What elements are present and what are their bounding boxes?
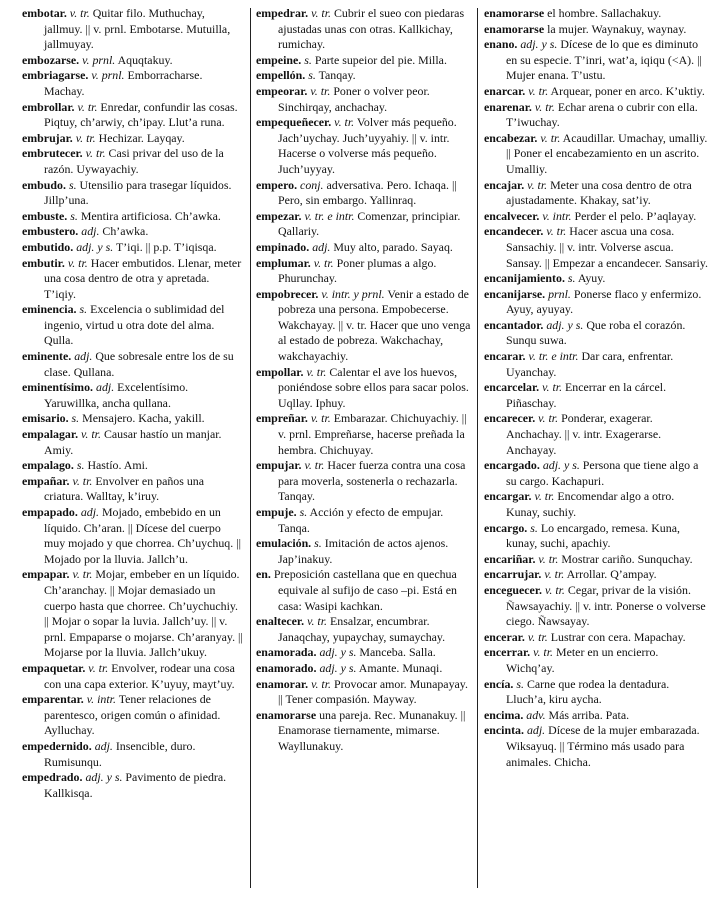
- entry-definition: Mostrar cariño. Sunquchay.: [561, 551, 693, 566]
- column-divider: [477, 8, 478, 888]
- entry-grammar: v. tr.: [311, 676, 331, 691]
- entry-grammar: s.: [530, 520, 538, 535]
- entry-grammar: adj. y s.: [85, 770, 123, 785]
- entry-grammar: v. tr.: [72, 473, 93, 488]
- dictionary-entry: [22, 692, 244, 739]
- dictionary-entry: [22, 256, 244, 303]
- entry-grammar: v. tr.: [77, 99, 98, 114]
- entry-grammar: v. tr.: [534, 489, 555, 504]
- entry-grammar: v. tr.: [534, 99, 555, 114]
- entry-headword: empalago.: [22, 458, 74, 473]
- entry-headword: empaquetar.: [22, 660, 86, 675]
- dictionary-entry: [256, 53, 472, 69]
- entry-headword: embrujar.: [22, 130, 73, 145]
- entry-grammar: v. tr. e intr.: [304, 208, 355, 223]
- entry-headword: enamorarse: [256, 707, 317, 722]
- entry-headword: embrollar.: [22, 99, 75, 114]
- dictionary-entry: [256, 614, 472, 645]
- entry-definition: Acción y efecto de empujar. Tanqa.: [278, 505, 444, 535]
- entry-grammar: adj.: [526, 723, 546, 738]
- dictionary-entry: [256, 115, 472, 177]
- entry-definition: Hacer fuerza contra una cosa para moverla, sostenerla o rechazarla. Tanqay.: [278, 458, 466, 504]
- entry-headword: encerar.: [484, 629, 525, 644]
- column-1: [22, 6, 244, 801]
- entry-definition: Perder el pelo. P’aqlayay.: [574, 208, 697, 223]
- entry-definition: Enredar, confundir las cosas. Piqtuy, ch’arwiy, ch’ipay. Llut’a runa.: [44, 99, 238, 130]
- entry-definition: Acaudillar. Umachay, umalliy. || Poner el encabezamiento en un ascrito. Umalliy.: [506, 130, 708, 176]
- entry-definition: Encomendar algo a otro. Kunay, suchiy.: [506, 489, 675, 519]
- entry-definition: Hacer ascua una cosa. Sansachiy. || v. intr. Volverse ascua. Sansay. || Empezar a encandecer. Sansariy.: [506, 224, 708, 270]
- entry-definition: Volver más pequeño. Jach’uychay. Juch’uyyahiy. || v. intr. Hacerse o volverse más pequeño. Juch’uyyay.: [278, 115, 457, 176]
- entry-headword: encargar.: [484, 489, 532, 504]
- entry-definition: Preposición castellana que en quechua equivale al sufijo de caso –pi. Está en casa: Wasipi kachkan.: [273, 567, 457, 613]
- entry-headword: encalvecer.: [484, 208, 540, 223]
- entry-headword: en.: [256, 567, 271, 582]
- entry-headword: embutir.: [22, 255, 65, 270]
- dictionary-entry: [256, 645, 472, 661]
- entry-definition: Dícese de lo que es diminuto en su especie. T’inri, wat’a, iqiqu (<A). || Mujer enana. T’ustu.: [506, 37, 702, 83]
- entry-definition: Mensajero. Kacha, yakill.: [82, 411, 205, 426]
- dictionary-entry: [22, 770, 244, 801]
- entry-grammar: v. intr. y prnl.: [321, 286, 385, 301]
- dictionary-entry: [256, 256, 472, 287]
- dictionary-entry: [484, 583, 709, 630]
- entry-definition: Emborracharse. Machay.: [44, 68, 203, 98]
- entry-definition: Cegar, privar de la visión. Ñawsayachiy. || v. intr. Ponerse o volverse ciego. Ñawsayay.: [506, 582, 706, 629]
- entry-grammar: v. tr.: [544, 582, 565, 597]
- entry-grammar: v. tr.: [527, 629, 548, 644]
- entry-headword: enarenar.: [484, 99, 532, 114]
- entry-definition: Que sobresale entre los de su clase. Qullana.: [44, 349, 234, 379]
- dictionary-entry: [256, 411, 472, 458]
- entry-headword: encerrar.: [484, 645, 531, 660]
- entry-definition: T’iqi. || p.p. T’iqisqa.: [115, 239, 217, 254]
- dictionary-entry: [22, 458, 244, 474]
- entry-headword: encinta.: [484, 723, 524, 738]
- entry-grammar: adj.: [96, 380, 115, 395]
- entry-headword: encantador.: [484, 317, 544, 332]
- dictionary-entry: [256, 458, 472, 505]
- entry-grammar: v. tr.: [538, 411, 559, 426]
- entry-headword: empequeñecer.: [256, 115, 332, 130]
- entry-definition: Tanqay.: [318, 68, 356, 83]
- entry-grammar: s.: [76, 458, 85, 473]
- entry-headword: eminentísimo.: [22, 380, 94, 395]
- dictionary-entry: [484, 723, 709, 770]
- entry-definition: Manceba. Salla.: [359, 645, 436, 660]
- entry-headword: empalagar.: [22, 427, 79, 442]
- entry-headword: encariñar.: [484, 551, 536, 566]
- entry-headword: enamorada.: [256, 645, 317, 660]
- entry-grammar: s.: [516, 676, 524, 691]
- entry-definition: Utensilio para trasegar líquidos. Jillp’una.: [44, 177, 232, 208]
- entry-grammar: s.: [567, 271, 576, 286]
- entry-headword: empañar.: [22, 473, 70, 488]
- entry-definition: Encerrar en la cárcel. Piñaschay.: [506, 380, 667, 410]
- column-3: [484, 6, 709, 770]
- entry-definition: Envolver, rodear una cosa con una capa exterior. K’uyuy, mayt’uy.: [44, 660, 235, 691]
- entry-grammar: v. tr.: [67, 255, 88, 270]
- entry-headword: encarrujar.: [484, 567, 542, 582]
- entry-headword: empeorar.: [256, 83, 308, 98]
- entry-definition: Envolver en paños una criatura. Walltay, k’iruy.: [44, 473, 205, 504]
- entry-definition: Hechizar. Layqay.: [98, 130, 185, 145]
- dictionary-entry: [484, 567, 709, 583]
- entry-headword: encía.: [484, 676, 514, 691]
- entry-headword: empobrecer.: [256, 286, 319, 301]
- entry-headword: empinado.: [256, 239, 310, 254]
- dictionary-entry: [484, 677, 709, 708]
- entry-headword: empezar.: [256, 208, 302, 223]
- dictionary-entry: [256, 178, 472, 209]
- entry-definition: Dar cara, enfrentar. Uyanchay.: [506, 349, 674, 379]
- entry-headword: embuste.: [22, 208, 68, 223]
- entry-definition: Ponerse flaco y enfermizo. Ayuy, ayuyay.: [506, 286, 702, 317]
- entry-definition: Persona que tiene algo a su cargo. Kachapuri.: [506, 458, 699, 488]
- entry-headword: empedernido.: [22, 738, 92, 753]
- entry-grammar: s.: [68, 177, 77, 192]
- dictionary-entry: [22, 349, 244, 380]
- dictionary-entry: [256, 365, 472, 412]
- dictionary-entry: [484, 271, 709, 287]
- entry-definition: Hastío. Ami.: [87, 458, 148, 473]
- entry-definition: Excelencia o sublimidad del ingenio, virtud u otra dote del alma. Qulla.: [44, 302, 225, 348]
- entry-headword: encajar.: [484, 177, 525, 192]
- entry-definition: Mojar, embeber en un líquido. Ch’aranchay. || Mojar demasiado un cuerpo hasta que chorree. Ch’uychuchiy. || Mojar o sopar la luvia. Jallch’uy. || v. prnl. Empaparse o mojarse. Ch’aranyay. || Mojarse por la lluvia. Jallch’ukuy.: [44, 567, 243, 660]
- dictionary-entry: [22, 411, 244, 427]
- dictionary-entry: [22, 302, 244, 349]
- entry-definition: adversativa. Pero. Ichaqa. || Pero, sin embargo. Yallinraq.: [278, 177, 457, 208]
- entry-definition: Imitación de actos ajenos. Jap’inakuy.: [278, 536, 449, 566]
- dictionary-entry: [484, 645, 709, 676]
- entry-definition: Ayuy.: [577, 271, 606, 286]
- dictionary-entry: [22, 146, 244, 177]
- entry-grammar: v. tr.: [69, 6, 90, 20]
- entry-definition: Venir a estado de pobreza una persona. Empobecerse. Wakchayay. || v. tr. Hacer que uno venga al estado de pobreza. Wakchachay, wakchayachiy.: [278, 286, 471, 364]
- dictionary-entry: [22, 131, 244, 147]
- entry-definition: Calentar el ave los huevos, poniéndose sobre ellos para sacar polos. Uqllay. Iphuy.: [278, 364, 469, 410]
- entry-headword: empedrado.: [22, 770, 83, 785]
- entry-grammar: adj. y s.: [76, 239, 114, 254]
- entry-grammar: adj. y s.: [542, 458, 580, 473]
- dictionary-entry: [256, 708, 472, 755]
- dictionary-entry: [484, 287, 709, 318]
- entry-definition: Muy alto, parado. Sayaq.: [333, 239, 453, 254]
- entry-definition: Ponderar, exagerar. Anchachay. || v. intr. Exagerarse. Anchayay.: [506, 411, 662, 457]
- entry-definition: Amante. Munaqi.: [358, 660, 443, 675]
- entry-grammar: adj.: [74, 349, 93, 364]
- dictionary-entry: [484, 380, 709, 411]
- entry-grammar: v. tr.: [304, 458, 325, 473]
- dictionary-entry: [484, 411, 709, 458]
- entry-definition: la mujer. Waynakuy, waynay.: [547, 21, 687, 36]
- entry-definition: Echar arena o cubrir con ella. T’iwuchay.: [506, 99, 698, 130]
- entry-grammar: v. prnl.: [82, 52, 116, 67]
- entry-grammar: v. tr.: [75, 130, 96, 145]
- entry-grammar: s.: [308, 68, 316, 83]
- entry-headword: enarcar.: [484, 83, 526, 98]
- dictionary-entry: [256, 68, 472, 84]
- dictionary-entry: [256, 84, 472, 115]
- entry-headword: emisario.: [22, 411, 69, 426]
- dictionary-entry: [22, 209, 244, 225]
- entry-definition: Poner o volver peor. Sinchirqay, anchachay.: [278, 83, 430, 114]
- entry-headword: empeine.: [256, 52, 302, 67]
- dictionary-entry: [22, 661, 244, 692]
- dictionary-entry: [484, 209, 709, 225]
- entry-definition: Más arriba. Pata.: [548, 707, 630, 722]
- dictionary-entry: [22, 6, 244, 53]
- entry-headword: enano.: [484, 37, 518, 52]
- entry-definition: Mojado, embebido en un líquido. Ch’aran. || Dícese del cuerpo muy mojado y que chorrea. Ch’uychuq. || Mojado por la lluvia. Jallch’u.: [44, 505, 241, 566]
- entry-headword: enceguecer.: [484, 582, 542, 597]
- entry-grammar: adv.: [526, 707, 546, 722]
- entry-grammar: v. tr.: [85, 146, 106, 161]
- entry-definition: Carne que rodea la dentadura. Lluch’a, kiru aycha.: [506, 676, 670, 707]
- entry-grammar: v. tr.: [546, 224, 567, 239]
- entry-grammar: adj.: [80, 505, 99, 519]
- entry-headword: empapar.: [22, 567, 70, 582]
- entry-grammar: v. tr.: [310, 411, 331, 426]
- dictionary-entry: [256, 661, 472, 677]
- dictionary-entry: [484, 224, 709, 271]
- entry-headword: encanijarse.: [484, 286, 546, 301]
- dictionary-entry: [22, 100, 244, 131]
- entry-grammar: v. tr.: [72, 567, 93, 582]
- entry-definition: Causar hastío un manjar. Amiy.: [44, 427, 222, 457]
- dictionary-entry: [256, 209, 472, 240]
- entry-grammar: conj.: [300, 177, 324, 192]
- entry-headword: empujar.: [256, 458, 302, 473]
- dictionary-entry: [484, 458, 709, 489]
- entry-headword: empedrar.: [256, 6, 309, 20]
- entry-headword: embudo.: [22, 177, 66, 192]
- entry-headword: encarecer.: [484, 411, 536, 426]
- entry-headword: embrutecer.: [22, 146, 83, 161]
- entry-headword: encima.: [484, 707, 524, 722]
- entry-definition: Embarazar. Chichuyachiy. || v. prnl. Empreñarse, hacerse preñada la hembra. Chichuyay.: [278, 411, 467, 457]
- dictionary-entry: [484, 318, 709, 349]
- entry-grammar: v. intr.: [86, 692, 116, 707]
- entry-headword: enaltecer.: [256, 614, 305, 629]
- dictionary-entry: [484, 22, 709, 38]
- dictionary-entry: [22, 224, 244, 240]
- column-2: [256, 6, 472, 755]
- dictionary-entry: [256, 677, 472, 708]
- entry-grammar: v. tr.: [88, 660, 109, 675]
- entry-definition: Arquear, poner en arco. K’uktiy.: [550, 83, 705, 98]
- dictionary-entry: [484, 84, 709, 100]
- entry-definition: Ch’awka.: [102, 224, 149, 239]
- entry-headword: empreñar.: [256, 411, 308, 426]
- entry-grammar: prnl.: [548, 286, 571, 301]
- entry-definition: Quitar filo. Muthuchay, jallmuy. || v. prnl. Embotarse. Mutuilla, jallmuyay.: [44, 6, 231, 52]
- dictionary-entry: [484, 6, 709, 22]
- dictionary-entry: [256, 505, 472, 536]
- entry-grammar: adj. y s.: [520, 37, 558, 52]
- entry-headword: encanijamiento.: [484, 271, 565, 286]
- entry-definition: Tener relaciones de parentesco, origen común o afinidad. Aylluchay.: [44, 692, 221, 738]
- entry-grammar: s.: [79, 302, 88, 317]
- entry-grammar: adj. y s.: [319, 645, 357, 660]
- entry-definition: Parte supeior del pie. Milla.: [314, 52, 447, 67]
- dictionary-entry: [256, 536, 472, 567]
- entry-grammar: v. tr. e intr.: [528, 349, 579, 364]
- entry-grammar: s.: [304, 52, 312, 67]
- entry-headword: embustero.: [22, 224, 79, 239]
- dictionary-entry: [22, 567, 244, 661]
- dictionary-entry: [484, 37, 709, 84]
- dictionary-entry: [484, 552, 709, 568]
- entry-grammar: v. tr.: [81, 427, 101, 442]
- entry-headword: empuje.: [256, 505, 297, 519]
- dictionary-entry: [256, 240, 472, 256]
- entry-headword: enamorado.: [256, 660, 317, 675]
- entry-headword: eminente.: [22, 349, 72, 364]
- entry-headword: encargo.: [484, 520, 528, 535]
- dictionary-entry: [484, 100, 709, 131]
- entry-grammar: v. tr.: [540, 130, 561, 145]
- entry-definition: Insencible, duro. Rumisunqu.: [44, 738, 196, 769]
- entry-grammar: v. tr.: [544, 567, 565, 582]
- entry-definition: Hacer embutidos. Llenar, meter una cosa dentro de otra y apretada. T’iqiy.: [44, 255, 242, 301]
- dictionary-entry: [484, 489, 709, 520]
- entry-grammar: v. tr.: [334, 115, 355, 130]
- entry-headword: encarcelar.: [484, 380, 540, 395]
- entry-definition: Aquqtakuy.: [117, 52, 173, 67]
- entry-grammar: v. prnl.: [91, 68, 125, 83]
- entry-headword: empero.: [256, 177, 298, 192]
- entry-grammar: s.: [299, 505, 308, 519]
- entry-grammar: v. tr.: [533, 645, 554, 660]
- entry-grammar: v. tr.: [310, 83, 331, 98]
- entry-grammar: v. intr.: [542, 208, 572, 223]
- entry-headword: encabezar.: [484, 130, 538, 145]
- entry-grammar: v. tr.: [542, 380, 563, 395]
- entry-definition: Dícese de la mujer embarazada. Wiksayuq. || Término más usado para animales. Chicha.: [506, 723, 700, 769]
- entry-headword: enamorarse: [484, 6, 545, 20]
- entry-definition: Casi privar del uso de la razón. Uywayachiy.: [44, 146, 224, 176]
- entry-grammar: adj. y s.: [546, 317, 584, 332]
- entry-grammar: v. tr.: [538, 551, 559, 566]
- entry-grammar: adj.: [94, 738, 113, 753]
- entry-grammar: v. tr.: [306, 364, 327, 379]
- dictionary-entry: [22, 53, 244, 69]
- entry-headword: emulación.: [256, 536, 312, 551]
- entry-definition: Lo encargado, remesa. Kuna, kunay, suchi, apachiy.: [506, 520, 680, 551]
- entry-headword: embozarse.: [22, 52, 80, 67]
- entry-definition: Arrollar. Q’ampay.: [566, 567, 657, 582]
- entry-headword: embotar.: [22, 6, 67, 20]
- entry-grammar: v. tr.: [313, 255, 334, 270]
- entry-headword: emplumar.: [256, 255, 311, 270]
- dictionary-entry: [22, 68, 244, 99]
- entry-grammar: v. tr.: [307, 614, 328, 629]
- dictionary-entry: [484, 131, 709, 178]
- entry-grammar: adj.: [312, 239, 331, 254]
- dictionary-entry: [22, 427, 244, 458]
- entry-grammar: s.: [71, 411, 80, 426]
- entry-headword: embutido.: [22, 239, 74, 254]
- entry-headword: embriagarse.: [22, 68, 89, 83]
- dictionary-entry: [22, 240, 244, 256]
- entry-definition: Poner plumas a algo. Phurunchay.: [278, 255, 437, 286]
- entry-headword: encandecer.: [484, 224, 544, 239]
- entry-grammar: adj. y s.: [319, 660, 357, 675]
- entry-definition: Meter una cosa dentro de otra ajustadamente. Khakay, sat’iy.: [506, 177, 692, 208]
- dictionary-entry: [484, 521, 709, 552]
- entry-definition: Ensalzar, encumbrar. Janaqchay, yupaychay, sumaychay.: [278, 614, 446, 644]
- dictionary-entry: [22, 178, 244, 209]
- dictionary-entry: [256, 567, 472, 614]
- entry-headword: encarar.: [484, 349, 526, 364]
- entry-grammar: v. tr.: [528, 83, 549, 98]
- entry-headword: enamorar.: [256, 676, 309, 691]
- entry-definition: Mentira artificiosa. Ch’awka.: [80, 208, 221, 223]
- entry-headword: empollar.: [256, 364, 304, 379]
- entry-grammar: v. tr.: [311, 6, 331, 20]
- entry-headword: enamorarse: [484, 21, 545, 36]
- entry-definition: Comenzar, principiar. Qallariy.: [278, 208, 461, 239]
- entry-grammar: v. tr.: [527, 177, 548, 192]
- entry-definition: el hombre. Sallachakuy.: [547, 6, 662, 20]
- dictionary-entry: [484, 178, 709, 209]
- dictionary-entry: [22, 505, 244, 567]
- entry-definition: una pareja. Rec. Munanakuy. || Enamorase tiernamente, mimarse. Wayllunakuy.: [278, 707, 466, 753]
- dictionary-entry: [484, 630, 709, 646]
- entry-headword: empapado.: [22, 505, 78, 519]
- dictionary-entry: [22, 474, 244, 505]
- entry-grammar: s.: [314, 536, 322, 551]
- entry-definition: Lustrar con cera. Mapachay.: [550, 629, 686, 644]
- dictionary-entry: [22, 380, 244, 411]
- entry-definition: Cubrir el sueo con piedaras ajustadas unas con otras. Kallkichay, rumichay.: [278, 6, 465, 52]
- entry-headword: encargado.: [484, 458, 540, 473]
- dictionary-entry: [22, 739, 244, 770]
- dictionary-entry: [484, 708, 709, 724]
- dictionary-entry: [484, 349, 709, 380]
- entry-headword: empellón.: [256, 68, 306, 83]
- dictionary-entry: [256, 287, 472, 365]
- column-divider: [250, 8, 251, 888]
- entry-definition: Pavimento de piedra. Kallkisqa.: [44, 770, 227, 800]
- entry-headword: emparentar.: [22, 692, 84, 707]
- dictionary-entry: [256, 6, 472, 53]
- entry-definition: Excelentísimo. Yaruwillka, ancha qullana.: [44, 380, 189, 410]
- entry-definition: Provocar amor. Munapayay. || Tener compasión. Mayway.: [278, 676, 468, 707]
- entry-grammar: s.: [70, 208, 78, 223]
- entry-definition: Que roba el corazón. Sunqu suwa.: [506, 317, 686, 348]
- entry-headword: eminencia.: [22, 302, 77, 317]
- entry-grammar: adj.: [81, 224, 100, 239]
- entry-definition: Meter en un encierro. Wichq’ay.: [506, 645, 659, 675]
